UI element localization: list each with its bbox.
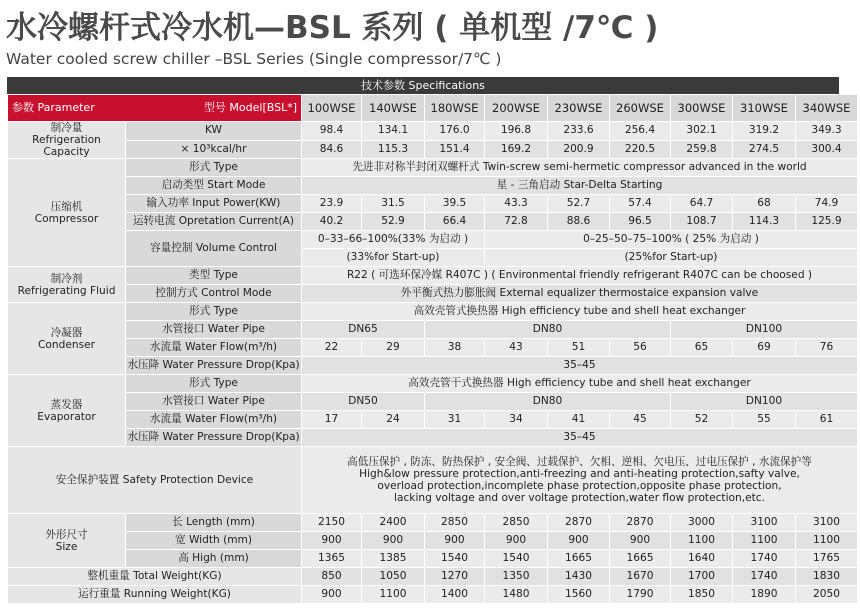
row-label: 水流量 Water Flow(m³/h) [126, 411, 302, 429]
value-cell: 1740 [733, 550, 796, 568]
value-cell: R22 ( 可选环保冷媒 R407C ) ( Environmental friendly refrigerant R407C can be choosed ) [302, 267, 858, 285]
value-cell: 125.9 [796, 213, 858, 231]
table-row [8, 586, 858, 604]
model-cell: 180WSE [425, 95, 485, 122]
model-cell: 140WSE [362, 95, 425, 122]
value-cell: 29 [362, 339, 425, 357]
value-cell: 52.9 [362, 213, 425, 231]
model-cell: 230WSE [548, 95, 610, 122]
spec-table-header: 技术参数 Specifications [7, 77, 839, 94]
value-cell: 349.3 [796, 122, 858, 141]
value-cell: 65 [671, 339, 733, 357]
model-cell: 300WSE [671, 95, 733, 122]
value-cell: 1640 [671, 550, 733, 568]
value-cell: 1100 [671, 532, 733, 550]
refrigerating-fluid-category [8, 267, 126, 303]
value-cell: 52.7 [548, 195, 610, 213]
value-cell: 274.5 [733, 140, 796, 159]
category-label-en: Evaporator [37, 410, 96, 423]
table-row [8, 411, 858, 429]
evaporator-category [8, 375, 126, 447]
table-row [8, 267, 858, 285]
running-weight-label: 运行重量 Running Weight(KG) [8, 586, 302, 604]
value-cell: 1790 [610, 586, 671, 604]
value-cell: 108.7 [671, 213, 733, 231]
value-cell: 31 [425, 411, 485, 429]
table-row [8, 375, 858, 393]
value-cell: DN100 [671, 393, 858, 411]
value-cell: 38 [425, 339, 485, 357]
category-label-cn: 外形尺寸 [45, 528, 88, 541]
row-label: 控制方式 Control Mode [126, 285, 302, 303]
value-cell: 134.1 [362, 122, 425, 141]
category-label-cn: 压缩机 [50, 200, 83, 213]
table-row [8, 122, 858, 141]
value-cell: 319.2 [733, 122, 796, 141]
table-row [8, 321, 858, 339]
row-label: 长 Length (mm) [126, 514, 302, 532]
value-cell: 39.5 [425, 195, 485, 213]
value-cell: 88.6 [548, 213, 610, 231]
spec-table [7, 94, 858, 604]
table-row [8, 231, 858, 249]
row-label: 类型 Type [126, 267, 302, 285]
row-label: 水流量 Water Flow(m³/h) [126, 339, 302, 357]
value-cell: DN80 [425, 393, 671, 411]
value-cell: 43.3 [485, 195, 548, 213]
value-cell: 3100 [733, 514, 796, 532]
safety-line: overload protection,incomplete phase protection,opposite phase protection, [377, 480, 782, 492]
value-cell: 1400 [425, 586, 485, 604]
category-label-cn: 蒸发器 [50, 398, 83, 411]
value-cell: 256.4 [610, 122, 671, 141]
table-row [8, 285, 858, 303]
value-cell: 900 [610, 532, 671, 550]
value-cell: 1050 [362, 568, 425, 586]
value-cell: 69 [733, 339, 796, 357]
row-label: 形式 Type [126, 159, 302, 177]
row-label: 水压降 Water Pressure Drop(Kpa) [126, 357, 302, 375]
size-category [8, 514, 126, 568]
value-cell: 3000 [671, 514, 733, 532]
value-cell: 900 [425, 532, 485, 550]
value-cell: 196.8 [485, 122, 548, 141]
model-cell: 260WSE [610, 95, 671, 122]
value-cell: 31.5 [362, 195, 425, 213]
row-label: 宽 Width (mm) [126, 532, 302, 550]
table-row [8, 447, 858, 514]
value-cell: (33%for Start-up) [302, 249, 485, 267]
value-cell: 52 [671, 411, 733, 429]
safety-line: lacking voltage and over voltage protection,water flow protection,etc. [394, 492, 765, 504]
value-cell: 900 [362, 532, 425, 550]
row-label: 启动类型 Start Mode [126, 177, 302, 195]
value-cell: 302.1 [671, 122, 733, 141]
category-label-en: Size [55, 540, 78, 553]
value-cell: 1850 [671, 586, 733, 604]
row-label: 运转电流 Opretation Current(A) [126, 213, 302, 231]
category-label-en: Refrigeration Capacity [32, 134, 101, 158]
value-cell: 51 [548, 339, 610, 357]
value-cell: 64.7 [671, 195, 733, 213]
value-cell: 900 [302, 532, 362, 550]
table-row [8, 393, 858, 411]
table-row [8, 303, 858, 321]
page-subtitle: Water cooled screw chiller –BSL Series (Single compressor/7℃ ) [6, 50, 502, 68]
safety-line: 高低压保护 , 防冻、防热保护 , 安全阀、过载保护、欠相、逆相、欠电压、过电压保护 , 水流保护等 [347, 456, 812, 468]
value-cell: 35–45 [302, 357, 858, 375]
value-cell: 22 [302, 339, 362, 357]
value-cell: 1100 [362, 586, 425, 604]
value-cell: 1540 [425, 550, 485, 568]
value-cell: 2850 [425, 514, 485, 532]
value-cell: 84.6 [302, 140, 362, 159]
value-cell: 43 [485, 339, 548, 357]
category-label-en: Refrigerating Fluid [17, 284, 116, 297]
value-cell: 233.6 [548, 122, 610, 141]
value-cell: 45 [610, 411, 671, 429]
category-label-cn: 冷凝器 [50, 326, 83, 339]
value-cell: 151.4 [425, 140, 485, 159]
value-cell: 1765 [796, 550, 858, 568]
value-cell: 850 [302, 568, 362, 586]
value-cell: DN65 [302, 321, 425, 339]
value-cell: 1665 [610, 550, 671, 568]
value-cell: 115.3 [362, 140, 425, 159]
value-cell: 900 [485, 532, 548, 550]
model-cell: 340WSE [796, 95, 858, 122]
table-row [8, 159, 858, 177]
value-cell: 1100 [796, 532, 858, 550]
row-label: 水管接口 Water Pipe [126, 321, 302, 339]
value-cell: 55 [733, 411, 796, 429]
row-label: 形式 Type [126, 303, 302, 321]
page-title: 水冷螺杆式冷水机—BSL 系列 ( 单机型 /7℃ ) [6, 10, 659, 46]
value-cell: 35–45 [302, 429, 858, 447]
value-cell: 900 [548, 532, 610, 550]
value-cell: 1365 [302, 550, 362, 568]
table-row [8, 339, 858, 357]
value-cell: 3100 [796, 514, 858, 532]
value-cell: 先进非对称半封闭双螺杆式 Twin-screw semi-hermetic compressor advanced in the world [302, 159, 858, 177]
safety-label: 安全保护装置 Safety Protection Device [8, 447, 302, 514]
value-cell: 高效壳管式换热器 High efficiency tube and shell heat exchanger [302, 303, 858, 321]
row-label: 高 High (mm) [126, 550, 302, 568]
row-label: 容量控制 Volume Control [126, 231, 302, 267]
refrigeration-category [8, 122, 126, 159]
row-label: × 10³kcal/hr [126, 140, 302, 159]
value-cell: 0–25–50–75–100% ( 25% 为启动 ) [485, 231, 858, 249]
value-cell: 外平衡式热力膨胀阀 External equalizer thermostaice expansion valve [302, 285, 858, 303]
safety-line: High&low pressure protection,anti-freezing and anti-heating protection,safty valve, [359, 468, 800, 480]
model-cell: 100WSE [302, 95, 362, 122]
value-cell: 1700 [671, 568, 733, 586]
row-label: 输入功率 Input Power(KW) [126, 195, 302, 213]
value-cell: 1890 [733, 586, 796, 604]
value-cell: 1480 [485, 586, 548, 604]
row-label: 形式 Type [126, 375, 302, 393]
value-cell: 76 [796, 339, 858, 357]
table-row [8, 514, 858, 532]
value-cell: 220.5 [610, 140, 671, 159]
value-cell: 1665 [548, 550, 610, 568]
table-row [8, 429, 858, 447]
table-row [8, 568, 858, 586]
value-cell: 2400 [362, 514, 425, 532]
spec-table-container [7, 77, 851, 604]
total-weight-label: 整机重量 Total Weight(KG) [8, 568, 302, 586]
value-cell: 23.9 [302, 195, 362, 213]
value-cell: 41 [548, 411, 610, 429]
safety-value [302, 447, 858, 514]
value-cell: 1430 [548, 568, 610, 586]
value-cell: 1740 [733, 568, 796, 586]
param-model-header [8, 95, 302, 122]
value-cell: 1560 [548, 586, 610, 604]
value-cell: 34 [485, 411, 548, 429]
value-cell: 96.5 [610, 213, 671, 231]
value-cell: 1830 [796, 568, 858, 586]
value-cell: 星 - 三角启动 Star-Delta Starting [302, 177, 858, 195]
value-cell: 1350 [485, 568, 548, 586]
value-cell: 1100 [733, 532, 796, 550]
value-cell: 0–33–66–100%(33% 为启动 ) [302, 231, 485, 249]
table-row [8, 550, 858, 568]
value-cell: 1270 [425, 568, 485, 586]
value-cell: 300.4 [796, 140, 858, 159]
value-cell: 200.9 [548, 140, 610, 159]
model-label: 型号 Model[BSL*] [203, 101, 297, 114]
model-cell: 310WSE [733, 95, 796, 122]
value-cell: 高效壳管干式换热器 High efficiency tube and shell heat exchanger [302, 375, 858, 393]
table-row [8, 177, 858, 195]
table-row [8, 195, 858, 213]
value-cell: 56 [610, 339, 671, 357]
table-row [8, 532, 858, 550]
value-cell: 61 [796, 411, 858, 429]
param-label: 参数 Parameter [12, 101, 95, 114]
value-cell: 2150 [302, 514, 362, 532]
value-cell: 2850 [485, 514, 548, 532]
value-cell: 40.2 [302, 213, 362, 231]
category-label-cn: 制冷剂 [50, 272, 83, 285]
value-cell: 2050 [796, 586, 858, 604]
value-cell: 1670 [610, 568, 671, 586]
value-cell: 74.9 [796, 195, 858, 213]
value-cell: DN100 [671, 321, 858, 339]
value-cell: 68 [733, 195, 796, 213]
category-label-cn: 制冷量 [50, 122, 83, 134]
category-label-en: Condenser [38, 338, 95, 351]
value-cell: 176.0 [425, 122, 485, 141]
row-label: KW [126, 122, 302, 141]
row-label: 水压降 Water Pressure Drop(Kpa) [126, 429, 302, 447]
value-cell: 72.8 [485, 213, 548, 231]
value-cell: 57.4 [610, 195, 671, 213]
row-label: 水管接口 Water Pipe [126, 393, 302, 411]
value-cell: 2870 [548, 514, 610, 532]
model-cell: 200WSE [485, 95, 548, 122]
table-row [8, 140, 858, 159]
value-cell: DN80 [425, 321, 671, 339]
table-row [8, 357, 858, 375]
model-header-row [8, 95, 858, 122]
category-label-en: Compressor [34, 212, 99, 225]
value-cell: 17 [302, 411, 362, 429]
table-row [8, 213, 858, 231]
value-cell: DN50 [302, 393, 425, 411]
condenser-category [8, 303, 126, 375]
value-cell: 1540 [485, 550, 548, 568]
value-cell: 259.8 [671, 140, 733, 159]
value-cell: 66.4 [425, 213, 485, 231]
value-cell: 900 [302, 586, 362, 604]
value-cell: 114.3 [733, 213, 796, 231]
value-cell: (25%for Start-up) [485, 249, 858, 267]
value-cell: 1385 [362, 550, 425, 568]
compressor-category [8, 159, 126, 267]
value-cell: 24 [362, 411, 425, 429]
value-cell: 169.2 [485, 140, 548, 159]
value-cell: 98.4 [302, 122, 362, 141]
value-cell: 2870 [610, 514, 671, 532]
